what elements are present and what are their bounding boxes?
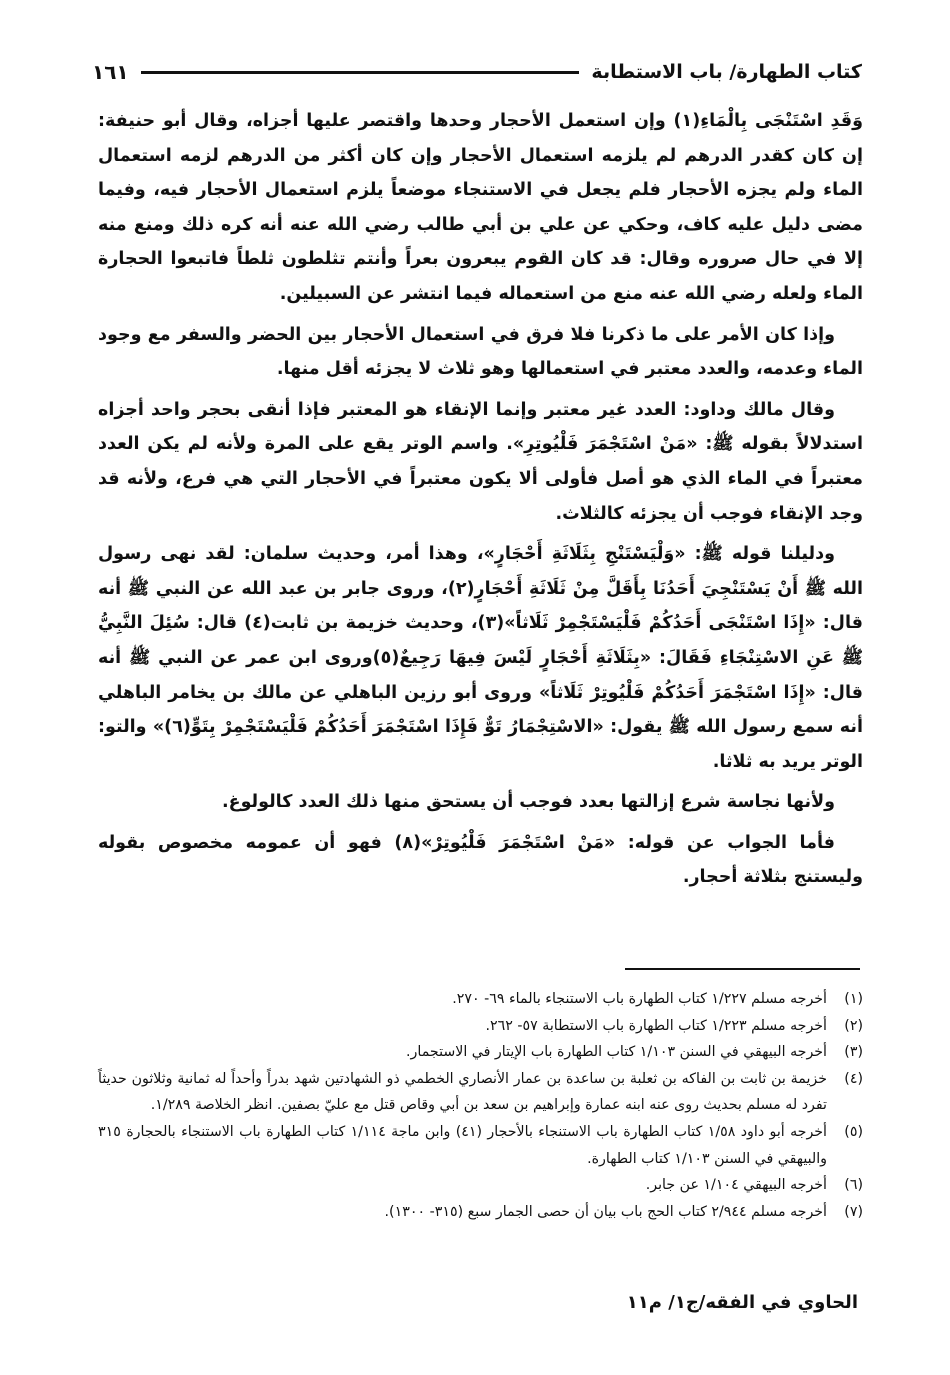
footnote: [98, 1013, 863, 1040]
footnote-number: (١): [844, 991, 863, 1007]
page-number: ١٦١: [92, 60, 129, 84]
footnote-text: أخرجه البيهقي ١/١٠٤ عن جابر.: [645, 1177, 827, 1194]
footnote-number: (٤): [844, 1070, 863, 1087]
paragraph: وإذا كان الأمر على ما ذكرنا فلا فرق في استعمال الأحجار بين الحضر والسفر مع وجود الماء وعدمه، والعدد معتبر في استعمالها وهو ثلاث لا يجزئه أقل منها.: [98, 324, 863, 380]
footnote-number: (٣): [844, 1044, 863, 1061]
footnote: [98, 1199, 863, 1226]
paragraph: ولأنها نجاسة شرع إزالتها بعدد فوجب أن يستحق منها ذلك العدد كالولوغ.: [221, 792, 835, 813]
footnote: [98, 1119, 863, 1172]
footnote: [98, 1039, 863, 1066]
paragraph: وقال مالك وداود: العدد غير معتبر وإنما الإنقاء هو المعتبر فإذا أنقى بحجر واحد أجزاه استدلالاً بقوله ﷺ: «مَنْ اسْتَجْمَرَ فَلْيُوتِرِ». واسم الوتر يقع على المرة ولأنه لم يكن العدد معتبراً في الماء الذي هو أصل فأولى ألا يكون معتبراً في الأحجار التي هي فرع، ولأنه قد وجد الإنقاء فوجب أن يجزئه كالثلاث.: [98, 399, 863, 524]
footnote-number: (٢): [844, 1017, 863, 1034]
paragraph: وَقَدِ اسْتَنْجَى بِالْمَاءِ(١) وإن استعمل الأحجار وحدها واقتصر عليها أجزاه، وقال أبو حنيفة: إن كان كقدر الدرهم لم يلزمه استعمال الأحجار وإن كان أكثر من الدرهم لزمه استعمال الماء ولم يجزه الأحجار فلم يجعل في الاستنجاء موضعاً يلزم استعمال الأحجار فيه، وفيما مضى دليل عليه كاف، وحكي عن علي بن أبي طالب رضي الله عنه أنه كره ذلك ومنع منه إلا في حال صروره وقال: قد كان القوم يبعرون بعراً وأنتم تثلطون ثلطاً فاتبعوا الحجارة الماء ولعله رضي الله عنه منع من استعماله فيما انتشر عن السبيلين.: [98, 111, 863, 304]
footnote-separator: [625, 968, 860, 970]
footnote-text: أخرجه مسلم ٢/٩٤٤ كتاب الحج باب بيان أن حصى الجمار سبع (٣١٥- ١٣٠٠).: [384, 1203, 827, 1220]
page-header: [92, 52, 862, 92]
footnote-text: خزيمة بن ثابت بن الفاكه بن ثعلبة بن ساعدة بن عمار الأنصاري الخطمي ذو الشهادتين شهد بدراً وأحداً له ثمانية وثلاثون حديثاً تفرد له مسلم بحديث روى عنه ابنه عمارة وإبراهيم بن سعد بن أبي وقاص قتل مع عليّ بصفين. انظر الخلاصة ١/٢٨٩.: [98, 1070, 827, 1114]
paragraph: ودليلنا قوله ﷺ: «وَلْيَسْتَنْجِ بِثَلَاثَةِ أَحْجَارٍ»، وهذا أمر، وحديث سلمان: لقد نهى رسول الله ﷺ أَنْ يَسْتَنْجِيَ أَحَدُنَا بِأَقَلَّ مِنْ ثَلَاثَةِ أَحْجَارٍ(٢)، وروى جابر بن عبد الله عن النبي ﷺ أنه قال: «إِذَا اسْتَنْجَى أَحَدُكُمْ فَلْيَسْتَجْمِرْ ثَلَاثاً»(٣)، وحديث خزيمة بن ثابت(٤) قال: سُئِلَ النَّبِيُّ ﷺ عَنِ الاسْتِنْجَاءِ فَقَالَ: «بِثَلَاثَةِ أَحْجَارٍ لَيْسَ فِيهَا رَجِيعٌ(٥)وروى ابن عمر عن النبي ﷺ أنه قال: «إِذَا اسْتَجْمَرَ أَحَدُكُمْ فَلْيُوتِرْ ثَلَاثاً» وروى أبو رزين الباهلي عن مالك بن يخامر الباهلي أنه سمع رسول الله ﷺ يقول: «الاسْتِجْمَارُ تَوٌّ فَإِذَا اسْتَجْمَرَ أَحَدُكُمْ فَلْيَسْتَجْمِرْ بِتَوٍّ(٦)» والتو: الوتر يريد به ثلاثا.: [98, 544, 863, 772]
footnote-number: (٥): [844, 1123, 863, 1140]
footnote: [98, 1172, 863, 1199]
header-rule: [141, 71, 580, 74]
main-text: [98, 104, 863, 901]
paragraph: فأما الجواب عن قوله: «مَنْ اسْتَجْمَرَ فَلْيُوتِرْ»(٨) فهو أن عمومه مخصوص بقوله وليستنج بثلاثة أحجار.: [98, 832, 863, 888]
footnotes: [98, 986, 863, 1225]
footnote-number: (٧): [844, 1203, 863, 1220]
chapter-title: كتاب الطهارة/ باب الاستطابة: [591, 61, 862, 83]
page-footer: الحاوي في الفقه/ج١/ م١١: [626, 1292, 858, 1313]
footnote-text: أخرجه البيهقي في السنن ١/١٠٣ كتاب الطهارة باب الإيتار في الاستجمار.: [406, 1044, 827, 1061]
footnote-text: أخرجه أبو داود ١/٥٨ كتاب الطهارة باب الاستنجاء بالأحجار (٤١) وابن ماجة ١/١١٤ كتاب الطهارة باب الاستنجاء بالحجارة ٣١٥ والبيهقي في السنن ١/١٠٣ كتاب الطهارة.: [98, 1123, 827, 1167]
footnote: [98, 1066, 863, 1119]
footnote: [98, 986, 863, 1013]
footnote-text: أخرجه مسلم ١/٢٢٧ كتاب الطهارة باب الاستنجاء بالماء ٦٩- ٢٧٠.: [452, 991, 827, 1007]
footnote-number: (٦): [844, 1177, 863, 1194]
footnote-text: أخرجه مسلم ١/٢٢٣ كتاب الطهارة باب الاستطابة ٥٧- ٢٦٢.: [485, 1017, 827, 1034]
